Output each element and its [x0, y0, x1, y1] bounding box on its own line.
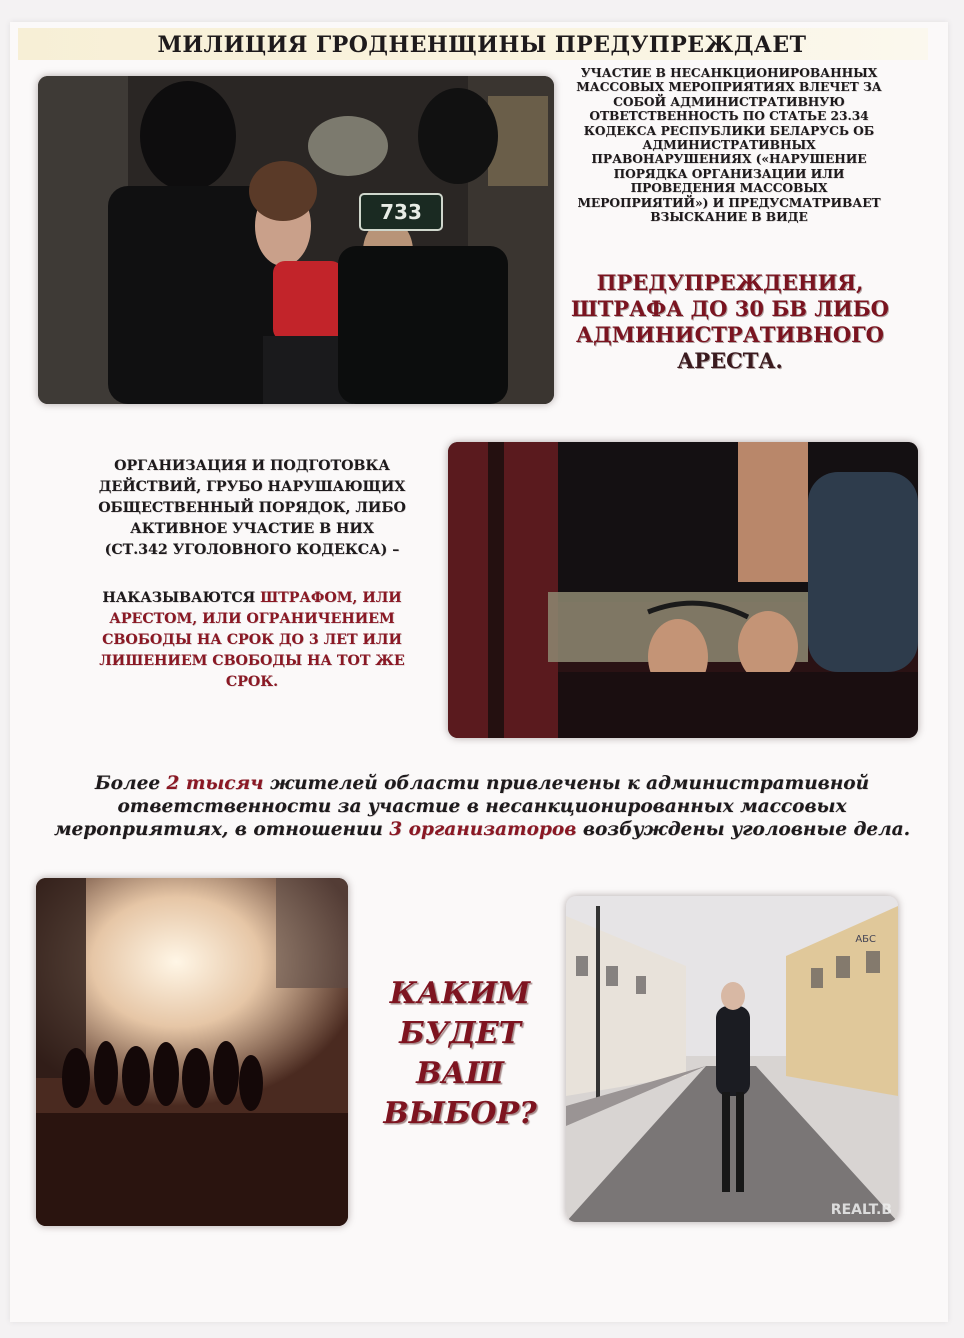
question-line: ВАШ	[416, 1056, 504, 1091]
statement-line: ответственности за участие в несанкционированных массовых	[117, 796, 847, 817]
penalty-prefix: НАКАЗЫВАЮТСЯ	[102, 590, 261, 606]
page-title: МИЛИЦИЯ ГРОДНЕНЩИНЫ ПРЕДУПРЕЖДАЕТ	[157, 32, 807, 58]
text-line: КОДЕКСА РЕСПУБЛИКИ БЕЛАРУСЬ ОБ	[583, 123, 875, 138]
street-sign-text: АБС	[855, 934, 876, 945]
statistics-statement	[14, 772, 950, 841]
text-line: МЕРОПРИЯТИЙ») И ПРЕДУСМАТРИВАЕТ	[577, 195, 881, 210]
text-line: ПОРЯДКА ОРГАНИЗАЦИИ ИЛИ	[613, 166, 845, 181]
statement-text: Более	[94, 773, 167, 794]
question-line: КАКИМ	[389, 976, 531, 1011]
text-line: СОБОЙ АДМИНИСТРАТИВНУЮ	[613, 94, 845, 109]
section2-penalty	[70, 588, 434, 693]
penalty-line: ЛИШЕНИЕМ СВОБОДЫ НА ТОТ ЖЕ	[99, 653, 405, 669]
text-line: ОРГАНИЗАЦИЯ И ПОДГОТОВКА	[114, 458, 390, 474]
penalty-line: СРОК.	[225, 674, 279, 690]
question-line: БУДЕТ	[399, 1016, 521, 1051]
text-line: ПРОВЕДЕНИЯ МАССОВЫХ	[630, 181, 828, 196]
text-line: ОТВЕТСТВЕННОСТЬ ПО СТАТЬЕ 23.34	[589, 109, 869, 124]
statement-highlight: тысяч	[185, 773, 264, 794]
question-block	[360, 974, 560, 1134]
statement-number: 3	[389, 819, 403, 840]
statement-number: 2	[166, 773, 180, 794]
photo-handcuffs	[448, 442, 918, 738]
statement-line	[14, 818, 950, 841]
penalty-line: ПРЕДУПРЕЖДЕНИЯ,	[596, 270, 864, 295]
section1-penalty	[548, 270, 912, 374]
photo-riot	[36, 878, 348, 1226]
text-line: ВЗЫСКАНИЕ В ВИДЕ	[650, 210, 808, 225]
text-line: МАССОВЫХ МЕРОПРИЯТИЯХ ВЛЕЧЕТ ЗА	[576, 80, 882, 95]
penalty-highlight: ШТРАФОМ, ИЛИ	[260, 590, 402, 606]
police-badge-number: 733	[380, 200, 422, 224]
photo-detention	[38, 76, 554, 404]
penalty-line: АДМИНИСТРАТИВНОГО	[576, 322, 884, 347]
text-line: УЧАСТИЕ В НЕСАНКЦИОНИРОВАННЫХ	[580, 66, 878, 80]
statement-highlight: организаторов	[408, 819, 577, 840]
statement-text: возбуждены уголовные дела.	[576, 819, 911, 840]
photo-street	[566, 896, 898, 1222]
penalty-line: АРЕСТА.	[677, 348, 783, 373]
statement-text: жителей области привлечены к административной	[263, 773, 870, 794]
text-line: ДЕЙСТВИЙ, ГРУБО НАРУШАЮЩИХ	[98, 479, 406, 495]
penalty-line: СВОБОДЫ НА СРОК ДО 3 ЛЕТ ИЛИ	[102, 632, 402, 648]
question-line: ВЫБОР?	[383, 1096, 537, 1131]
watermark-text: REALT.B	[830, 1202, 892, 1218]
penalty-line: АРЕСТОМ, ИЛИ ОГРАНИЧЕНИЕМ	[109, 611, 395, 627]
section2-text	[70, 456, 434, 561]
statement-text: мероприятиях, в отношении	[53, 819, 390, 840]
text-line: ПРАВОНАРУШЕНИЯХ («НАРУШЕНИЕ	[591, 152, 867, 167]
text-line: ОБЩЕСТВЕННЫЙ ПОРЯДОК, ЛИБО	[98, 500, 406, 516]
section1-text	[552, 66, 906, 224]
text-line: АДМИНИСТРАТИВНЫХ	[642, 138, 816, 153]
text-line: АКТИВНОЕ УЧАСТИЕ В НИХ	[130, 521, 374, 537]
penalty-line	[70, 588, 434, 609]
penalty-line: ШТРАФА ДО 30 БВ ЛИБО	[571, 296, 889, 321]
statement-line	[14, 772, 950, 795]
text-line: (СТ.342 УГОЛОВНОГО КОДЕКСА) –	[104, 542, 400, 558]
